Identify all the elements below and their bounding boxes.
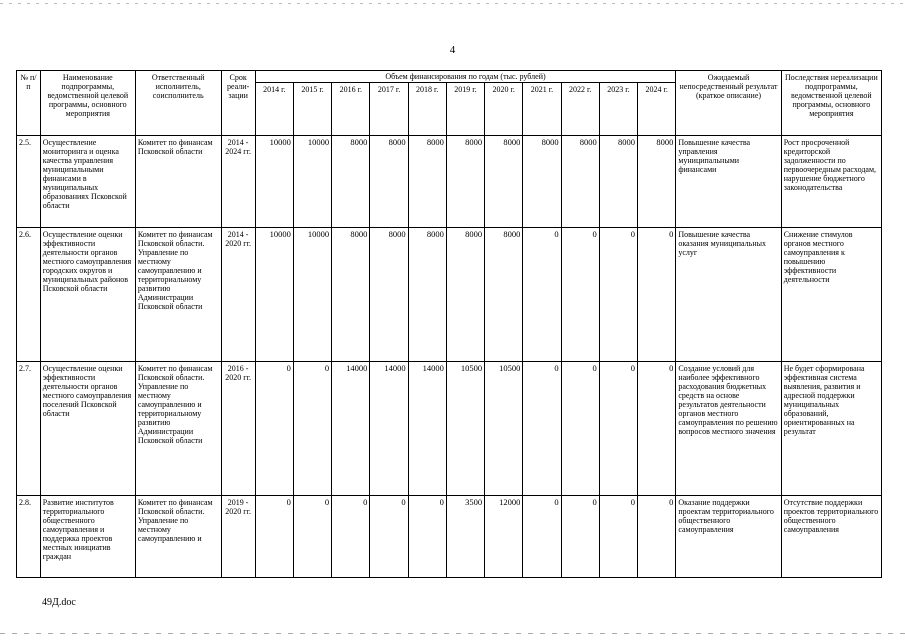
row-name: Развитие институтов территориального общественного самоуправления и поддержка проектов местных инициатив граждан (40, 496, 135, 578)
row-value: 10000 (293, 136, 331, 228)
header-year: 2023 г. (599, 83, 637, 136)
row-result: Повышение качества управления муниципальными финансами (676, 136, 781, 228)
row-term: 2016 - 2020 гг. (221, 362, 255, 496)
table-row (17, 496, 882, 578)
header-year: 2024 г. (638, 83, 676, 136)
row-num: 2.8. (17, 496, 41, 578)
row-consequences: Не будет сформирована эффективная система выявления, развития и адресной поддержки муниципальных образований, ориентированных на результат (781, 362, 881, 496)
row-value: 8000 (370, 228, 408, 362)
row-value: 0 (561, 362, 599, 496)
header-year: 2017 г. (370, 83, 408, 136)
row-executor: Комитет по финансам Псковской области (135, 136, 221, 228)
header-year: 2021 г. (523, 83, 561, 136)
scan-artifact-bottom (0, 633, 905, 634)
row-value: 0 (599, 228, 637, 362)
row-value: 0 (332, 496, 370, 578)
row-term: 2014 - 2020 гг. (221, 228, 255, 362)
row-value: 3500 (446, 496, 484, 578)
row-executor: Комитет по финансам Псковской области. Управление по местному самоуправлению и (135, 496, 221, 578)
row-value: 8000 (370, 136, 408, 228)
header-financing: Объем финансирования по годам (тыс. рублей) (255, 71, 676, 83)
row-value: 0 (255, 496, 293, 578)
row-term: 2014 - 2024 гг. (221, 136, 255, 228)
table-row (17, 228, 882, 362)
row-value: 0 (523, 362, 561, 496)
row-value: 10500 (446, 362, 484, 496)
row-value: 0 (638, 362, 676, 496)
row-value: 10500 (485, 362, 523, 496)
row-value: 8000 (638, 136, 676, 228)
header-num: № п/п (17, 71, 41, 136)
row-value: 10000 (255, 136, 293, 228)
row-value: 8000 (599, 136, 637, 228)
header-row-1 (17, 71, 882, 83)
row-value: 0 (293, 362, 331, 496)
row-num: 2.6. (17, 228, 41, 362)
header-result: Ожидаемый непосредственный результат (краткое описание) (676, 71, 781, 136)
row-value: 8000 (446, 228, 484, 362)
row-value: 0 (599, 496, 637, 578)
row-value: 0 (523, 496, 561, 578)
row-term: 2019 - 2020 гг. (221, 496, 255, 578)
row-num: 2.7. (17, 362, 41, 496)
row-value: 0 (255, 362, 293, 496)
header-executor: Ответственный исполнитель, соисполнитель (135, 71, 221, 136)
row-consequences: Рост просроченной кредиторской задолженности по первоочередным расходам, нарушение бюджетного законодательства (781, 136, 881, 228)
row-name: Осуществление оценки эффективности деятельности органов местного самоуправления поселений Псковской области (40, 362, 135, 496)
header-year: 2014 г. (255, 83, 293, 136)
row-value: 0 (408, 496, 446, 578)
row-value: 8000 (446, 136, 484, 228)
header-year: 2019 г. (446, 83, 484, 136)
row-value: 0 (561, 496, 599, 578)
row-value: 0 (523, 228, 561, 362)
row-value: 12000 (485, 496, 523, 578)
row-name: Осуществление мониторинга и оценка качества управления муниципальными финансами в муниципальных образованиях Псковской области (40, 136, 135, 228)
row-value: 8000 (561, 136, 599, 228)
table-row (17, 362, 882, 496)
header-term: Срок реали-зации (221, 71, 255, 136)
row-result: Создание условий для наиболее эффективного расходования бюджетных средств на основе результатов деятельности органов местного самоуправления по решению вопросов местного значения (676, 362, 781, 496)
row-consequences: Снижение стимулов органов местного самоуправления к повышению эффективности деятельности (781, 228, 881, 362)
row-value: 10000 (255, 228, 293, 362)
row-name: Осуществление оценки эффективности деятельности органов местного самоуправления городских округов и муниципальных районов Псковской области (40, 228, 135, 362)
row-value: 0 (370, 496, 408, 578)
scan-artifact-top (0, 3, 905, 4)
row-value: 0 (293, 496, 331, 578)
header-year: 2015 г. (293, 83, 331, 136)
row-consequences: Отсутствие поддержки проектов территориального общественного самоуправления (781, 496, 881, 578)
financing-table (16, 70, 882, 578)
row-value: 8000 (408, 136, 446, 228)
row-result: Оказание поддержки проектам территориального общественного самоуправления (676, 496, 781, 578)
row-value: 8000 (332, 228, 370, 362)
row-value: 8000 (485, 136, 523, 228)
row-executor: Комитет по финансам Псковской области. Управление по местному самоуправлению и территориальному развитию Администрации Псковской области (135, 228, 221, 362)
row-result: Повышение качества оказания муниципальных услуг (676, 228, 781, 362)
row-executor: Комитет по финансам Псковской области. Управление по местному самоуправлению и территориальному развитию Администрации Псковской области (135, 362, 221, 496)
row-value: 8000 (332, 136, 370, 228)
page-number: 4 (449, 44, 456, 56)
row-value: 8000 (523, 136, 561, 228)
row-value: 14000 (370, 362, 408, 496)
table-row (17, 136, 882, 228)
row-value: 0 (638, 228, 676, 362)
row-value: 10000 (293, 228, 331, 362)
row-value: 14000 (332, 362, 370, 496)
header-year: 2020 г. (485, 83, 523, 136)
footer-filename: 49Д.doc (42, 597, 76, 608)
header-consequences: Последствия нереализации подпрограммы, ведомственной целевой программы, основного мероприятия (781, 71, 881, 136)
header-year: 2016 г. (332, 83, 370, 136)
row-value: 0 (638, 496, 676, 578)
row-num: 2.5. (17, 136, 41, 228)
row-value: 14000 (408, 362, 446, 496)
row-value: 0 (599, 362, 637, 496)
row-value: 8000 (408, 228, 446, 362)
row-value: 8000 (485, 228, 523, 362)
header-name: Наименование подпрограммы, ведомственной целевой программы, основного мероприятия (40, 71, 135, 136)
row-value: 0 (561, 228, 599, 362)
header-year: 2018 г. (408, 83, 446, 136)
header-year: 2022 г. (561, 83, 599, 136)
